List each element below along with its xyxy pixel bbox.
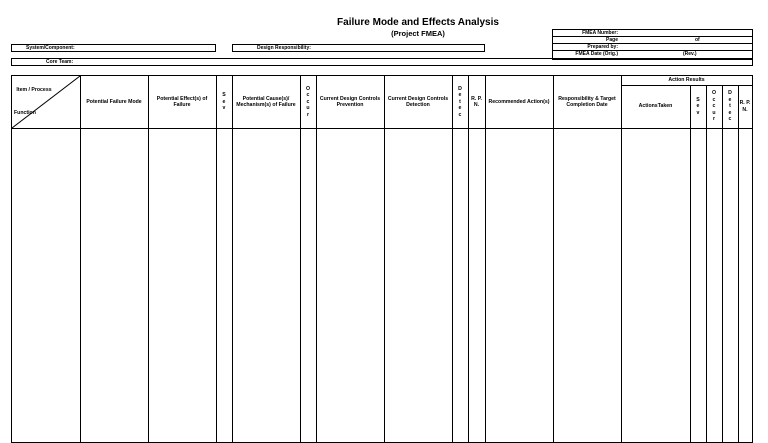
col-divider (722, 85, 723, 442)
col-divider (553, 76, 554, 442)
col-recommended: Recommended Action(s) (488, 98, 550, 105)
system-component-field[interactable] (11, 44, 216, 52)
fmea-meta-box (552, 29, 753, 60)
col-function: Function (14, 110, 36, 116)
col-divider (452, 76, 453, 442)
meta-prepared-by-row[interactable] (553, 44, 752, 51)
design-responsibility-label: Design Responsibility: (257, 45, 311, 51)
core-team-label: Core Team: (46, 59, 74, 65)
col-occur (300, 76, 316, 128)
col-ar-sev (690, 85, 706, 128)
col-occur-label: Occur (306, 85, 311, 118)
fmea-number-label: FMEA Number: (582, 30, 618, 36)
item-function-diagonal (12, 76, 80, 128)
col-divider (621, 76, 622, 442)
header-divider (12, 128, 752, 129)
col-divider (148, 76, 149, 442)
col-divider (706, 85, 707, 442)
system-component-label: System/Component: (26, 45, 75, 51)
col-item-process: Item / Process (16, 87, 52, 93)
fmea-table (11, 75, 753, 443)
col-actions-taken: ActionsTaken (638, 103, 673, 110)
col-ar-occur (706, 85, 722, 128)
col-sev (216, 76, 232, 128)
rev-label: (Rev.) (683, 51, 697, 57)
page-subtitle: (Project FMEA) (391, 29, 445, 38)
col-effects: Potential Effect(s) of Failure (156, 95, 208, 108)
design-responsibility-field[interactable] (232, 44, 485, 52)
col-prevention: Current Design Controls Prevention (319, 95, 381, 108)
col-divider (80, 76, 81, 442)
col-ar-sev-label: Sev (696, 96, 700, 116)
col-divider (384, 76, 385, 442)
col-action-results: Action Results (668, 77, 705, 83)
page-title: Failure Mode and Effects Analysis (337, 17, 499, 28)
col-rpn: R. P. N. (471, 95, 482, 108)
col-divider (300, 76, 301, 442)
meta-fmea-date-row[interactable] (553, 51, 752, 58)
col-detec-label: Detec (458, 85, 462, 118)
col-responsibility: Responsibility & Target Completion Date (558, 95, 616, 108)
col-divider (232, 76, 233, 442)
col-sev-label: Sev (222, 92, 226, 112)
prepared-by-label: Prepared by: (587, 44, 618, 50)
fmea-date-label: FMEA Date (Orig.) (575, 51, 618, 57)
col-detec (452, 76, 468, 128)
col-divider (690, 85, 691, 442)
col-divider (485, 76, 486, 442)
col-ar-rpn: R. P. N. (739, 100, 751, 113)
col-divider (468, 76, 469, 442)
col-causes: Potential Cause(s)/ Mechanism(s) of Failure (236, 95, 296, 108)
col-ar-detec-label: Detec (728, 90, 732, 123)
page-label: Page (606, 37, 618, 43)
col-ar-detec (722, 85, 738, 128)
page-of-label: of (695, 37, 700, 43)
col-divider (216, 76, 217, 442)
col-detection: Current Design Controls Detection (387, 95, 449, 108)
col-ar-occur-label: Occur (712, 90, 717, 123)
meta-page-row[interactable] (553, 37, 752, 44)
col-failure-mode: Potential Failure Mode (86, 98, 142, 105)
col-divider (316, 76, 317, 442)
col-divider (738, 85, 739, 442)
meta-fmea-number-row[interactable] (553, 30, 752, 37)
